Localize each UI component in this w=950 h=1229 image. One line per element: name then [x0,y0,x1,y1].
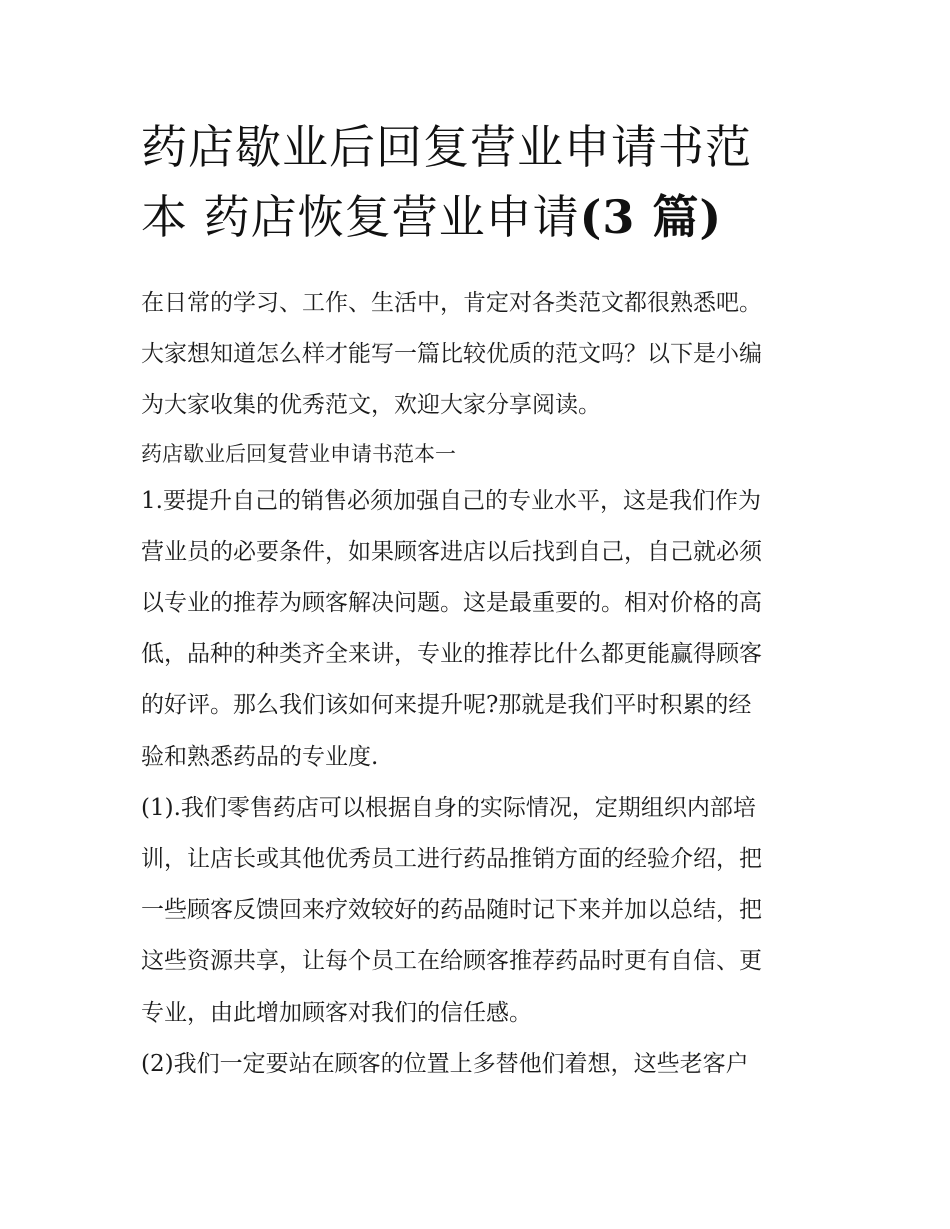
section-heading: 药店歇业后回复营业申请书范本一 [141,441,456,466]
paragraph-line: 这些资源共享，让每个员工在给顾客推荐药品时更有自信、更 [141,948,762,975]
paragraph-line: 大家想知道怎么样才能写一篇比较优质的范文吗？以下是小编 [141,341,762,368]
paragraph-line: 低，品种的种类齐全来讲，专业的推荐比什么都更能赢得顾客 [141,641,762,668]
sub-point-1-paragraph [141,783,813,1039]
intro-paragraph [141,278,813,432]
paragraph-line: 1.要提升自己的销售必须加强自己的专业水平，这是我们作为 [141,487,761,514]
title-line-2 [141,182,813,252]
title-line-2-text: 本 药店恢复营业申请 [141,190,580,244]
paragraph-line: 为大家收集的优秀范文，欢迎大家分享阅读。 [141,392,601,419]
document-page [141,112,813,1090]
title-count: (3 篇) [579,190,723,244]
title-line-1: 药店歇业后回复营业申请书范 [141,120,752,174]
paragraph-line: (2)我们一定要站在顾客的位置上多替他们着想，这些老客户 [141,1050,749,1077]
paragraph-line: 训，让店长或其他优秀员工进行药品推销方面的经验介绍，把 [141,846,762,873]
paragraph-line: 的好评。那么我们该如何来提升呢?那就是我们平时积累的经 [141,692,752,719]
point-1-paragraph [141,476,813,783]
paragraph-line: (1).我们零售药店可以根据自身的实际情况，定期组织内部培 [141,794,756,821]
paragraph-line: 在日常的学习、工作、生活中，肯定对各类范文都很熟悉吧。 [141,290,762,316]
document-body [141,278,813,1090]
paragraph-line: 验和熟悉药品的专业度. [141,743,379,770]
paragraph-line: 营业员的必要条件，如果顾客进店以后找到自己，自己就必须 [141,538,762,565]
paragraph-line: 专业，由此增加顾客对我们的信任感。 [141,999,532,1026]
paragraph-line: 一些顾客反馈回来疗效较好的药品随时记下来并加以总结，把 [141,897,762,924]
document-title [141,112,813,252]
paragraph-line: 以专业的推荐为顾客解决问题。这是最重要的。相对价格的高 [141,590,762,617]
sub-point-2-paragraph [141,1039,813,1090]
